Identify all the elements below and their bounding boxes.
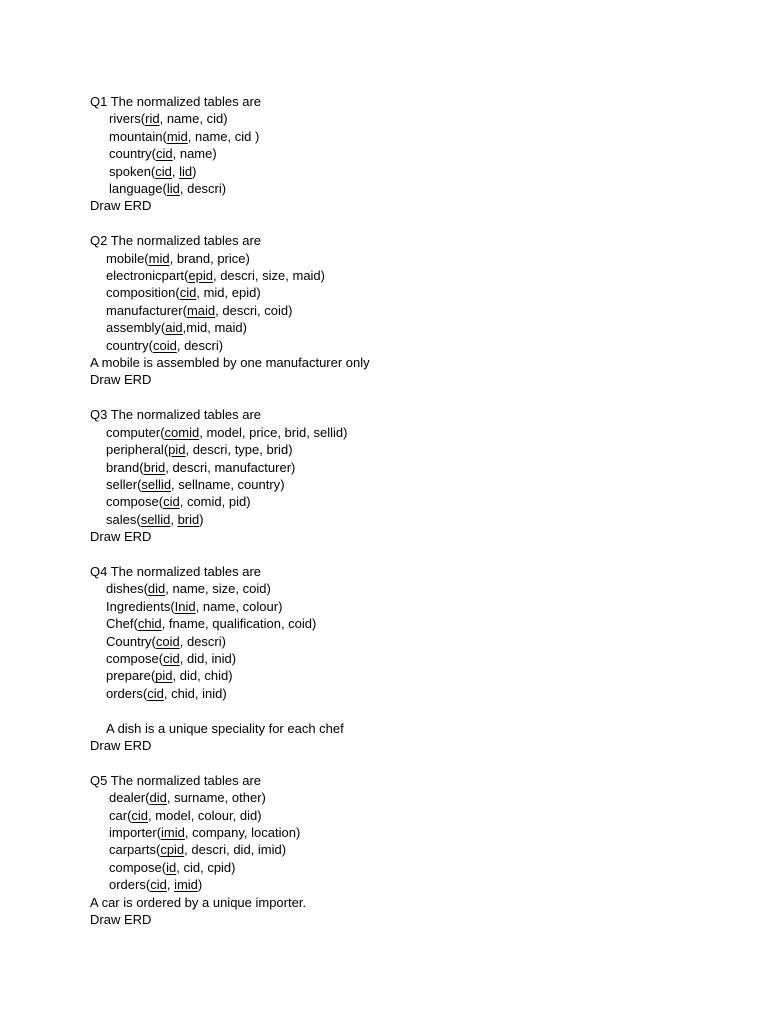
- table-name: Ingredients: [106, 598, 171, 614]
- table-definition: computer(comid, model, price, brid, sellid): [106, 424, 348, 440]
- table-definition: Country(coid, descri): [106, 633, 226, 649]
- table-field: price: [249, 424, 278, 440]
- table-field: cid: [206, 111, 224, 127]
- primary-key-field: brid: [177, 511, 200, 527]
- table-field: sellid: [313, 424, 344, 440]
- table-name: car: [109, 807, 128, 823]
- table-field: model: [155, 807, 191, 823]
- table-list: [90, 250, 730, 354]
- primary-key-field: cid: [155, 146, 173, 162]
- table-name: mobile: [106, 250, 145, 266]
- table-field: surname: [174, 790, 225, 806]
- table-name: manufacturer: [106, 302, 183, 318]
- table-definition: seller(sellid, sellname, country): [106, 476, 285, 492]
- table-name: brand: [106, 459, 140, 475]
- table-name: compose: [106, 650, 159, 666]
- table-list: [90, 424, 730, 528]
- table-definition: country(cid, name): [109, 146, 217, 162]
- table-field: price: [217, 250, 246, 266]
- primary-key-field: cpid: [160, 842, 185, 858]
- table-definition: composition(cid, mid, epid): [106, 285, 261, 301]
- table-definition: mobile(mid, brand, price): [106, 250, 250, 266]
- table-definition: language(lid, descri): [109, 181, 227, 197]
- blank-line: [90, 702, 730, 719]
- primary-key-field: cid: [147, 685, 164, 701]
- table-field: mid: [186, 320, 208, 336]
- table-name: orders: [106, 685, 143, 701]
- table-field: did: [179, 668, 198, 684]
- primary-key-field: cid: [150, 877, 167, 893]
- table-field: mid: [203, 285, 225, 301]
- table-definition: rivers(rid, name, cid): [109, 111, 228, 127]
- table-field: descri: [220, 268, 255, 284]
- primary-key-field: epid: [188, 268, 213, 284]
- question-3: [90, 406, 730, 545]
- table-field: fname: [168, 616, 206, 632]
- table-name: country: [106, 337, 149, 353]
- table-field: coid: [242, 581, 267, 597]
- primary-key-field: mid: [148, 250, 170, 266]
- table-field: did: [239, 807, 258, 823]
- table-field: name: [195, 128, 228, 144]
- table-field: inid: [202, 685, 223, 701]
- primary-key-field: pid: [168, 442, 186, 458]
- draw-erd-instruction: Draw ERD: [90, 372, 152, 388]
- primary-key-field: maid: [186, 302, 216, 318]
- table-definition: brand(brid, descri, manufacturer): [106, 459, 296, 475]
- table-definition: orders(cid, chid, inid): [106, 685, 227, 701]
- primary-key-field: cid: [163, 494, 180, 510]
- table-field: maid: [214, 320, 243, 336]
- table-definition: car(cid, model, colour, did): [109, 807, 262, 823]
- table-field: qualification: [212, 616, 281, 632]
- table-name: composition: [106, 285, 176, 301]
- primary-key-field: rid: [145, 111, 160, 127]
- table-name: peripheral: [106, 442, 164, 458]
- table-field: cpid: [207, 859, 232, 875]
- table-field: other: [231, 790, 262, 806]
- table-definition: compose(cid, comid, pid): [106, 494, 251, 510]
- table-definition: orders(cid, imid): [109, 877, 203, 893]
- question-title: Q5 The normalized tables are: [90, 772, 262, 788]
- table-field: did: [186, 650, 205, 666]
- table-field: chid: [204, 668, 229, 684]
- primary-key-field: pid: [155, 668, 173, 684]
- table-name: rivers: [109, 111, 141, 127]
- table-field: company: [192, 824, 244, 840]
- question-note: A dish is a unique speciality for each chef: [106, 720, 344, 736]
- table-field: did: [233, 842, 251, 858]
- table-field: pid: [228, 494, 247, 510]
- primary-key-field: coid: [152, 337, 177, 353]
- primary-key-field: aid: [165, 320, 183, 336]
- primary-key-field: cid: [163, 650, 180, 666]
- table-definition: compose(id, cid, cpid): [109, 859, 236, 875]
- primary-key-field: imid: [174, 877, 198, 893]
- table-field: descri: [172, 459, 208, 475]
- table-definition: Ingredients(Inid, name, colour): [106, 598, 283, 614]
- document-page: [90, 93, 730, 946]
- table-field: colour: [197, 807, 233, 823]
- table-field: descri: [187, 181, 222, 197]
- table-name: mountain: [109, 128, 163, 144]
- draw-erd-instruction: Draw ERD: [90, 737, 152, 753]
- table-field: brand: [176, 250, 211, 266]
- question-title: Q4 The normalized tables are: [90, 563, 262, 579]
- table-list: [90, 580, 730, 702]
- table-definition: Chef(chid, fname, qualification, coid): [106, 616, 317, 632]
- table-name: carparts: [109, 842, 156, 858]
- table-name: spoken: [109, 163, 151, 179]
- table-definition: prepare(pid, did, chid): [106, 668, 233, 684]
- table-field: location: [251, 824, 296, 840]
- primary-key-field: lid: [179, 163, 193, 179]
- draw-erd-instruction: Draw ERD: [90, 529, 152, 545]
- table-field: name: [166, 111, 200, 127]
- table-name: language: [109, 181, 163, 197]
- table-name: dealer: [109, 790, 146, 806]
- table-definition: compose(cid, did, inid): [106, 650, 237, 666]
- primary-key-field: sellid: [141, 476, 172, 492]
- table-definition: sales(sellid, brid): [106, 511, 204, 527]
- table-definition: importer(imid, company, location): [109, 824, 301, 840]
- table-name: compose: [106, 494, 159, 510]
- draw-erd-instruction: Draw ERD: [90, 198, 152, 214]
- table-name: electronicpart: [106, 268, 185, 284]
- question-2: [90, 232, 730, 389]
- question-title: Q3 The normalized tables are: [90, 407, 262, 423]
- table-field: type: [234, 442, 260, 458]
- question-5: [90, 772, 730, 929]
- table-field: name: [179, 146, 213, 162]
- table-field: manufacturer: [214, 459, 292, 475]
- table-name: dishes: [106, 581, 144, 597]
- table-name: country: [109, 146, 152, 162]
- table-name: compose: [109, 859, 162, 875]
- table-definition: carparts(cpid, descri, did, imid): [109, 842, 287, 858]
- table-definition: assembly(aid,mid, maid): [106, 320, 247, 336]
- table-field: descri: [192, 442, 228, 458]
- primary-key-field: chid: [137, 616, 162, 632]
- question-title: Q2 The normalized tables are: [90, 233, 262, 249]
- table-field: brid: [266, 442, 289, 458]
- table-field: descri: [222, 302, 258, 318]
- question-1: [90, 93, 730, 215]
- table-field: imid: [257, 842, 282, 858]
- primary-key-field: mid: [166, 128, 188, 144]
- primary-key-field: imid: [161, 824, 185, 840]
- table-field: colour: [242, 598, 279, 614]
- primary-key-field: comid: [164, 424, 200, 440]
- table-field: sellname: [178, 476, 231, 492]
- primary-key-field: lid: [166, 181, 180, 197]
- questions-list: [90, 93, 730, 928]
- table-field: descri: [184, 337, 219, 353]
- table-definition: peripheral(pid, descri, type, brid): [106, 442, 293, 458]
- table-name: assembly: [106, 320, 161, 336]
- primary-key-field: did: [147, 581, 166, 597]
- table-field: coid: [264, 302, 289, 318]
- table-field: maid: [292, 268, 321, 284]
- table-definition: spoken(cid, lid): [109, 163, 197, 179]
- table-field: name: [202, 598, 236, 614]
- table-name: computer: [106, 424, 161, 440]
- table-name: Country: [106, 633, 152, 649]
- table-field: inid: [211, 650, 232, 666]
- primary-key-field: cid: [131, 807, 149, 823]
- primary-key-field: brid: [143, 459, 166, 475]
- primary-key-field: cid: [179, 285, 197, 301]
- table-field: size: [212, 581, 236, 597]
- table-list: [90, 110, 730, 197]
- primary-key-field: id: [166, 859, 177, 875]
- question-note: A car is ordered by a unique importer.: [90, 894, 307, 910]
- primary-key-field: coid: [155, 633, 180, 649]
- table-field: coid: [288, 616, 313, 632]
- draw-erd-instruction: Draw ERD: [90, 912, 152, 928]
- primary-key-field: sellid: [140, 511, 171, 527]
- table-field: cid: [183, 859, 201, 875]
- table-field: model: [206, 424, 242, 440]
- table-field: epid: [231, 285, 257, 301]
- table-list: [90, 789, 730, 893]
- question-note: A mobile is assembled by one manufacturer only: [90, 355, 370, 371]
- table-field: size: [262, 268, 286, 284]
- table-field: chid: [171, 685, 195, 701]
- table-definition: dealer(did, surname, other): [109, 790, 266, 806]
- table-name: prepare: [106, 668, 151, 684]
- table-definition: mountain(mid, name, cid ): [109, 128, 260, 144]
- table-name: Chef: [106, 616, 134, 632]
- table-name: sales: [106, 511, 137, 527]
- table-field: brid: [284, 424, 307, 440]
- primary-key-field: did: [149, 790, 167, 806]
- table-definition: electronicpart(epid, descri, size, maid): [106, 268, 326, 284]
- table-field: country: [237, 476, 281, 492]
- table-field: name: [172, 581, 206, 597]
- table-definition: manufacturer(maid, descri, coid): [106, 302, 293, 318]
- question-4: [90, 563, 730, 754]
- table-definition: country(coid, descri): [106, 337, 224, 353]
- table-name: orders: [109, 877, 146, 893]
- primary-key-field: Inid: [174, 598, 196, 614]
- question-title: Q1 The normalized tables are: [90, 94, 262, 109]
- primary-key-field: cid: [155, 163, 172, 179]
- table-name: importer: [109, 824, 157, 840]
- table-field: cid: [234, 128, 256, 144]
- table-name: seller: [106, 476, 138, 492]
- table-field: comid: [186, 494, 222, 510]
- table-field: descri: [186, 633, 222, 649]
- table-definition: dishes(did, name, size, coid): [106, 581, 271, 597]
- table-field: descri: [191, 842, 227, 858]
